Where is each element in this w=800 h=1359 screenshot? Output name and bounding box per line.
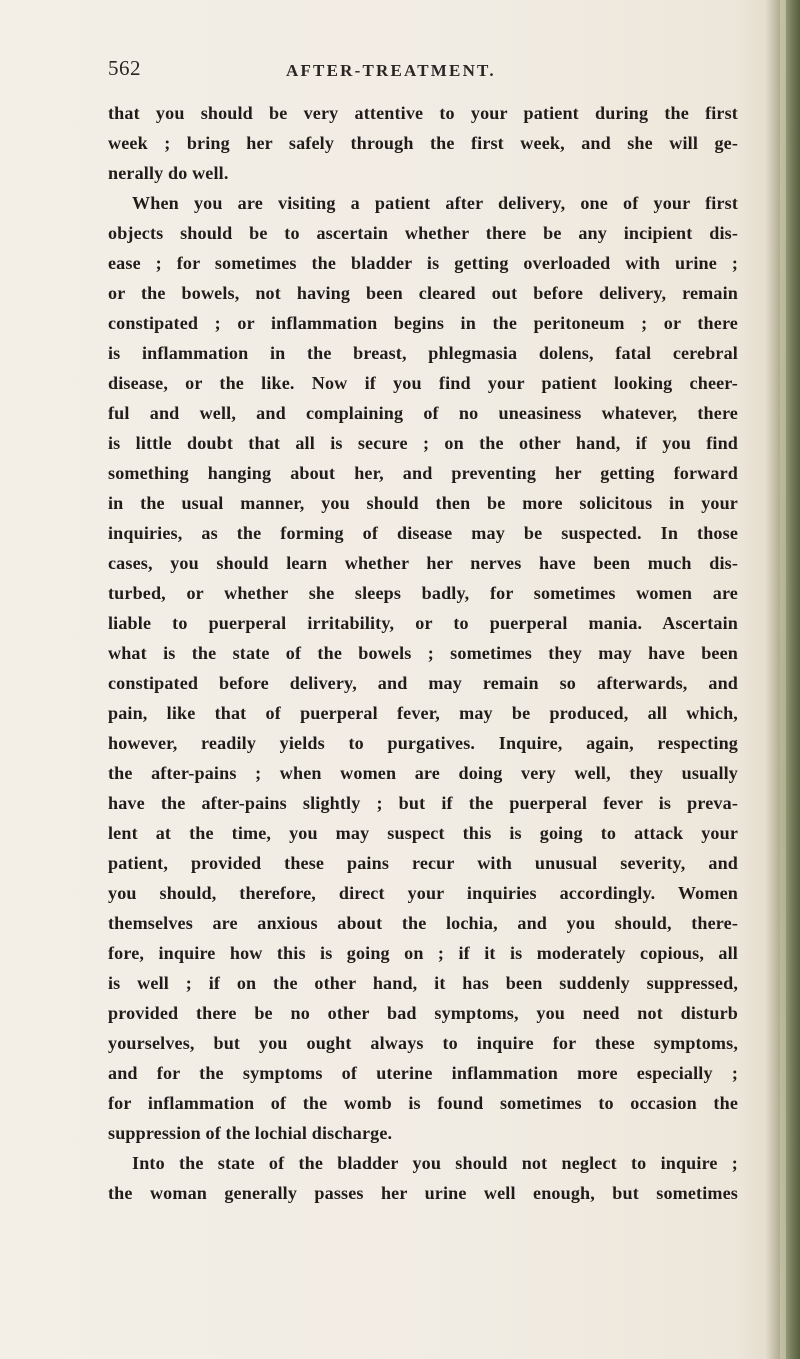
text-line: turbed, or whether she sleeps badly, for sometimes women are: [108, 583, 738, 603]
text-line: suppression of the lochial discharge.: [108, 1123, 393, 1143]
body-text: [108, 98, 738, 1208]
page-number: 562: [108, 56, 141, 80]
text-line: themselves are anxious about the lochia, and you should, there-: [108, 913, 738, 933]
page-edge-highlight: [780, 0, 786, 1359]
text-line: ease ; for sometimes the bladder is getting overloaded with urine ;: [108, 253, 738, 273]
text-line: nerally do well.: [108, 163, 229, 183]
text-line: fore, inquire how this is going on ; if it is moderately copious, all: [108, 943, 738, 963]
text-line: however, readily yields to purgatives. Inquire, again, respecting: [108, 733, 738, 753]
text-line: cases, you should learn whether her nerves have been much dis-: [108, 553, 738, 573]
text-line: you should, therefore, direct your inquiries accordingly. Women: [108, 883, 738, 903]
text-line: yourselves, but you ought always to inquire for these symptoms,: [108, 1033, 738, 1053]
text-line: Into the state of the bladder you should not neglect to inquire ;: [132, 1153, 738, 1173]
text-line: something hanging about her, and preventing her getting forward: [108, 463, 738, 483]
text-line: patient, provided these pains recur with unusual severity, and: [108, 853, 738, 873]
text-line: and for the symptoms of uterine inflammation more especially ;: [108, 1063, 738, 1083]
text-line: When you are visiting a patient after delivery, one of your first: [132, 193, 738, 213]
text-line: is inflammation in the breast, phlegmasia dolens, fatal cerebral: [108, 343, 738, 363]
text-line: inquiries, as the forming of disease may be suspected. In those: [108, 523, 738, 543]
text-line: ful and well, and complaining of no uneasiness whatever, there: [108, 403, 738, 423]
running-head: AFTER-TREATMENT.: [286, 61, 496, 80]
text-line: objects should be to ascertain whether there be any incipient dis-: [108, 223, 738, 243]
text-line: the after-pains ; when women are doing very well, they usually: [108, 763, 738, 783]
text-line: pain, like that of puerperal fever, may be produced, all which,: [108, 703, 738, 723]
text-line: is little doubt that all is secure ; on the other hand, if you find: [108, 433, 738, 453]
text-line: week ; bring her safely through the first week, and she will ge-: [108, 133, 738, 153]
text-line: constipated before delivery, and may remain so afterwards, and: [108, 673, 738, 693]
text-line: lent at the time, you may suspect this is going to attack your: [108, 823, 738, 843]
text-line: provided there be no other bad symptoms, you need not disturb: [108, 1003, 738, 1023]
page-header: [108, 56, 768, 90]
text-line: the woman generally passes her urine well enough, but sometimes: [108, 1183, 738, 1203]
text-line: for inflammation of the womb is found sometimes to occasion the: [108, 1093, 738, 1113]
text-line: is well ; if on the other hand, it has been suddenly suppressed,: [108, 973, 738, 993]
text-line: constipated ; or inflammation begins in the peritoneum ; or there: [108, 313, 738, 333]
text-line: liable to puerperal irritability, or to puerperal mania. Ascertain: [108, 613, 738, 633]
text-line: that you should be very attentive to your patient during the first: [108, 103, 738, 123]
text-line: in the usual manner, you should then be more solicitous in your: [108, 493, 738, 513]
text-line: or the bowels, not having been cleared out before delivery, remain: [108, 283, 738, 303]
text-line: have the after-pains slightly ; but if the puerperal fever is preva-: [108, 793, 738, 813]
text-line: disease, or the like. Now if you find your patient looking cheer-: [108, 373, 738, 393]
text-line: what is the state of the bowels ; sometimes they may have been: [108, 643, 738, 663]
